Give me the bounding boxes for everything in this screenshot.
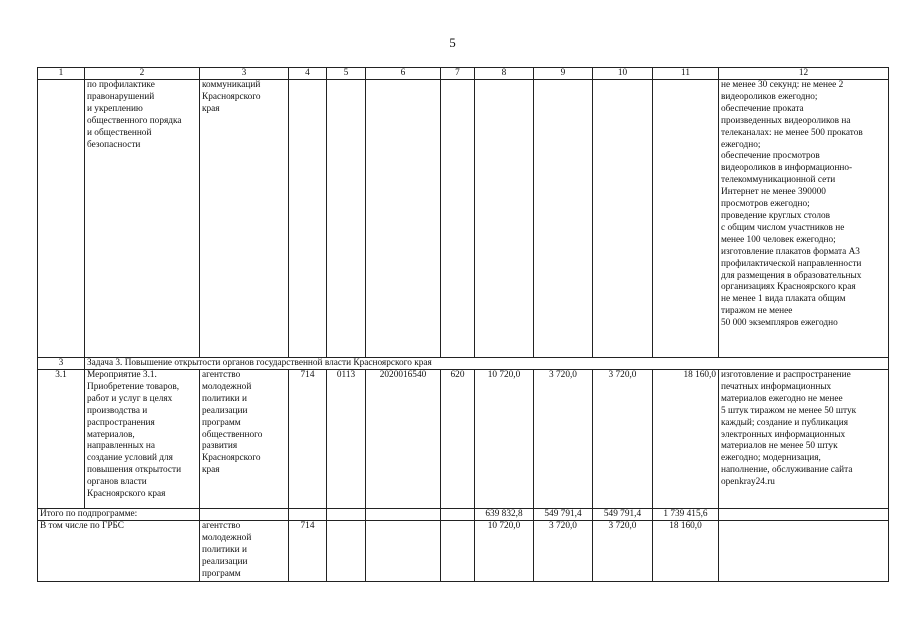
grbs-row <box>38 521 889 582</box>
grbs-code-cell: 714 <box>289 521 327 582</box>
cell-empty <box>441 509 475 521</box>
cell-empty <box>441 521 475 582</box>
table-row-continued <box>38 80 889 358</box>
measure-name-cell: Мероприятие 3.1. Приобретение товаров, работ и услуг в целях производства и распространения материалов, направленных на создание условий для повышения открытости органов власти Красноярского края <box>85 370 200 509</box>
cell-empty <box>593 80 653 358</box>
amount-cell: 10 720,0 <box>475 370 534 509</box>
cell-empty <box>475 80 534 358</box>
cell-empty <box>38 80 85 358</box>
executor-cell: агентство молодежной политики и реализации программ общественного развития Красноярского края <box>200 370 289 509</box>
cell-empty <box>719 509 889 521</box>
cell-empty <box>327 80 366 358</box>
total-amount-cell: 1 739 415,6 <box>653 509 719 521</box>
header-cell: 8 <box>475 68 534 80</box>
measure-name-cell: по профилактике правонарушений и укреплению общественного порядка и общественной безопасности <box>85 80 200 358</box>
cell-empty <box>289 80 327 358</box>
target-article-cell: 2020016540 <box>366 370 441 509</box>
total-amount-cell: 18 160,0 <box>653 521 719 582</box>
amount-cell: 3 720,0 <box>593 521 653 582</box>
header-cell: 2 <box>85 68 200 80</box>
header-cell: 3 <box>200 68 289 80</box>
amount-cell: 10 720,0 <box>475 521 534 582</box>
cell-empty <box>441 80 475 358</box>
expected-result-cell: изготовление и распространение печатных информационных материалов ежегодно не менее 5 штук тиражом не менее 50 штук каждый; создание и публикация электронных информационных материалов не менее 50 штук ежегодно; модернизация, наполнение, обслуживание сайта openkray24.ru <box>719 370 889 509</box>
header-cell: 9 <box>534 68 593 80</box>
header-cell: 4 <box>289 68 327 80</box>
header-cell: 10 <box>593 68 653 80</box>
expected-result-cell: не менее 30 секунд: не менее 2 видеороликов ежегодно; обеспечение проката произведенных видеороликов на телеканалах: не менее 500 прокатов ежегодно; обеспечение просмотров видеороликов в информационно- телекоммуникационной сети Интернет не менее 390000 просмотров ежегодно; проведение круглых столов с общим числом участников не менее 100 человек ежегодно; изготовление плакатов формата А3 профилактической направленности для размещения в образовательных организациях Красноярского края не менее 1 вида плаката общим тиражом не менее 50 000 экземпляров ежегодно <box>719 80 889 358</box>
header-row <box>38 68 889 80</box>
table-row-measure-3-1 <box>38 370 889 509</box>
header-cell: 5 <box>327 68 366 80</box>
amount-cell: 639 832,8 <box>475 509 534 521</box>
amount-cell: 3 720,0 <box>534 521 593 582</box>
task-number: 3 <box>38 358 85 370</box>
expense-type-cell: 620 <box>441 370 475 509</box>
cell-empty <box>366 509 441 521</box>
cell-empty <box>366 80 441 358</box>
header-cell: 1 <box>38 68 85 80</box>
task-title: Задача 3. Повышение открытости органов государственной власти Красноярского края <box>85 358 889 370</box>
grbs-label: В том числе по ГРБС <box>38 521 200 582</box>
cell-empty <box>534 80 593 358</box>
cell-empty <box>653 80 719 358</box>
section-code-cell: 0113 <box>327 370 366 509</box>
program-table <box>37 67 889 582</box>
cell-empty <box>719 521 889 582</box>
cell-empty <box>366 521 441 582</box>
header-cell: 6 <box>366 68 441 80</box>
grbs-code-cell: 714 <box>289 370 327 509</box>
total-label: Итого по подпрограмме: <box>38 509 200 521</box>
executor-cell: агентство молодежной политики и реализации программ <box>200 521 289 582</box>
header-cell: 12 <box>719 68 889 80</box>
total-amount-cell: 18 160,0 <box>653 370 719 509</box>
executor-cell: коммуникаций Красноярского края <box>200 80 289 358</box>
header-cell: 11 <box>653 68 719 80</box>
cell-empty <box>200 509 289 521</box>
cell-empty <box>327 509 366 521</box>
header-cell: 7 <box>441 68 475 80</box>
total-row <box>38 509 889 521</box>
row-number: 3.1 <box>38 370 85 509</box>
amount-cell: 3 720,0 <box>593 370 653 509</box>
amount-cell: 3 720,0 <box>534 370 593 509</box>
task-row <box>38 358 889 370</box>
amount-cell: 549 791,4 <box>534 509 593 521</box>
page-number: 5 <box>449 35 456 50</box>
cell-empty <box>289 509 327 521</box>
cell-empty <box>327 521 366 582</box>
amount-cell: 549 791,4 <box>593 509 653 521</box>
